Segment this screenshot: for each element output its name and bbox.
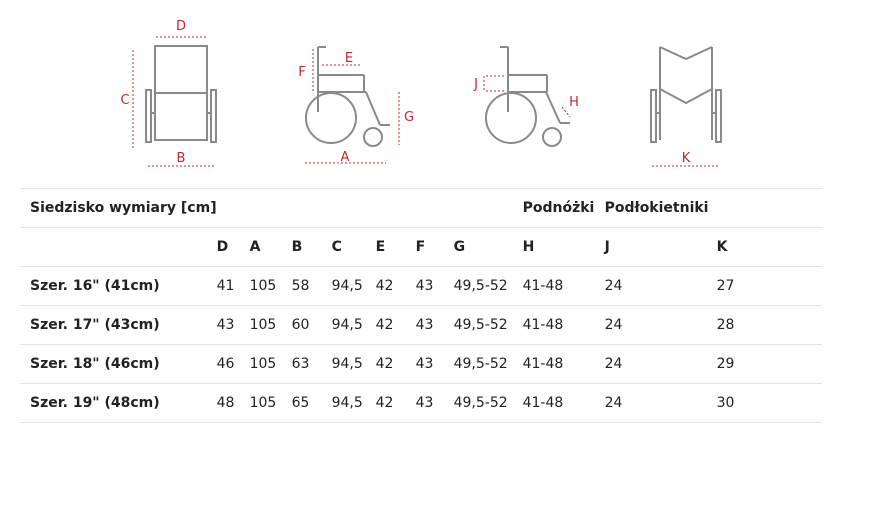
size-label: Szer. 17" (43cm) bbox=[30, 317, 160, 333]
table-cell: 41 bbox=[216, 278, 235, 294]
table-cell: 42 bbox=[375, 395, 394, 411]
table-cell: 60 bbox=[291, 317, 310, 333]
table-cell: 105 bbox=[249, 317, 277, 333]
size-label: Szer. 19" (48cm) bbox=[30, 395, 160, 411]
table-cell: 42 bbox=[375, 317, 394, 333]
table-cell: 43 bbox=[415, 356, 434, 372]
table-cell: 24 bbox=[604, 395, 623, 411]
side-view-2-diagram bbox=[486, 47, 570, 146]
wheelchair-diagrams-svg bbox=[0, 0, 876, 185]
dimension-diagrams bbox=[0, 0, 876, 185]
table-cell: 65 bbox=[291, 395, 310, 411]
footrests-heading: Podnóżki bbox=[522, 200, 595, 216]
table-cell: 105 bbox=[249, 356, 277, 372]
table-cell: 42 bbox=[375, 278, 394, 294]
column-header: E bbox=[375, 239, 386, 255]
table-cell: 43 bbox=[415, 395, 434, 411]
table-cell: 46 bbox=[216, 356, 235, 372]
table-section-row bbox=[20, 189, 822, 228]
table-cell: 94,5 bbox=[331, 356, 363, 372]
table-cell: 94,5 bbox=[331, 317, 363, 333]
table-cell: 49,5-52 bbox=[453, 278, 508, 294]
size-label: Szer. 16" (41cm) bbox=[30, 278, 160, 294]
column-header: A bbox=[249, 239, 261, 255]
dim-label-e: E bbox=[344, 51, 354, 66]
table-cell: 49,5-52 bbox=[453, 395, 508, 411]
column-header: H bbox=[522, 239, 535, 255]
table-row bbox=[20, 306, 822, 345]
dim-label-c: C bbox=[120, 93, 130, 108]
table-cell: 30 bbox=[716, 395, 735, 411]
table-cell: 94,5 bbox=[331, 278, 363, 294]
column-header: J bbox=[604, 239, 610, 255]
table-cell: 42 bbox=[375, 356, 394, 372]
table-cell: 43 bbox=[415, 317, 434, 333]
table-cell: 49,5-52 bbox=[453, 356, 508, 372]
armrests-heading: Podłokietniki bbox=[604, 200, 709, 216]
dim-label-j: J bbox=[474, 77, 478, 92]
table-cell: 27 bbox=[716, 278, 735, 294]
column-header: B bbox=[291, 239, 303, 255]
size-label: Szer. 18" (46cm) bbox=[30, 356, 160, 372]
table-cell: 24 bbox=[604, 278, 623, 294]
dim-label-b: B bbox=[176, 151, 186, 166]
table-cell: 41-48 bbox=[522, 356, 564, 372]
table-cell: 41-48 bbox=[522, 395, 564, 411]
table-cell: 41-48 bbox=[522, 278, 564, 294]
table-cell: 105 bbox=[249, 278, 277, 294]
column-header: G bbox=[453, 239, 466, 255]
table-cell: 41-48 bbox=[522, 317, 564, 333]
front-view-diagram bbox=[146, 46, 216, 142]
dim-label-k: K bbox=[681, 151, 691, 166]
table-header-row bbox=[20, 228, 822, 267]
dim-label-a: A bbox=[340, 150, 350, 165]
dim-label-g: G bbox=[403, 110, 415, 125]
table-cell: 29 bbox=[716, 356, 735, 372]
column-header: K bbox=[716, 239, 728, 255]
dimensions-table bbox=[20, 188, 822, 423]
table-cell: 24 bbox=[604, 317, 623, 333]
table-cell: 43 bbox=[216, 317, 235, 333]
table-cell: 63 bbox=[291, 356, 310, 372]
table-row bbox=[20, 384, 822, 423]
table-cell: 49,5-52 bbox=[453, 317, 508, 333]
table-row bbox=[20, 267, 822, 306]
back-view-diagram bbox=[651, 47, 721, 142]
table-row bbox=[20, 345, 822, 384]
table-cell: 94,5 bbox=[331, 395, 363, 411]
table-cell: 28 bbox=[716, 317, 735, 333]
table-cell: 24 bbox=[604, 356, 623, 372]
table-cell: 58 bbox=[291, 278, 310, 294]
column-header: D bbox=[216, 239, 229, 255]
table-cell: 43 bbox=[415, 278, 434, 294]
column-header: C bbox=[331, 239, 342, 255]
seat-dimensions-heading: Siedzisko wymiary [cm] bbox=[30, 200, 217, 216]
table-cell: 48 bbox=[216, 395, 235, 411]
dim-label-d: D bbox=[175, 19, 187, 34]
table-cell: 105 bbox=[249, 395, 277, 411]
dim-label-f: F bbox=[298, 65, 306, 80]
column-header: F bbox=[415, 239, 426, 255]
dim-label-h: H bbox=[569, 95, 579, 110]
